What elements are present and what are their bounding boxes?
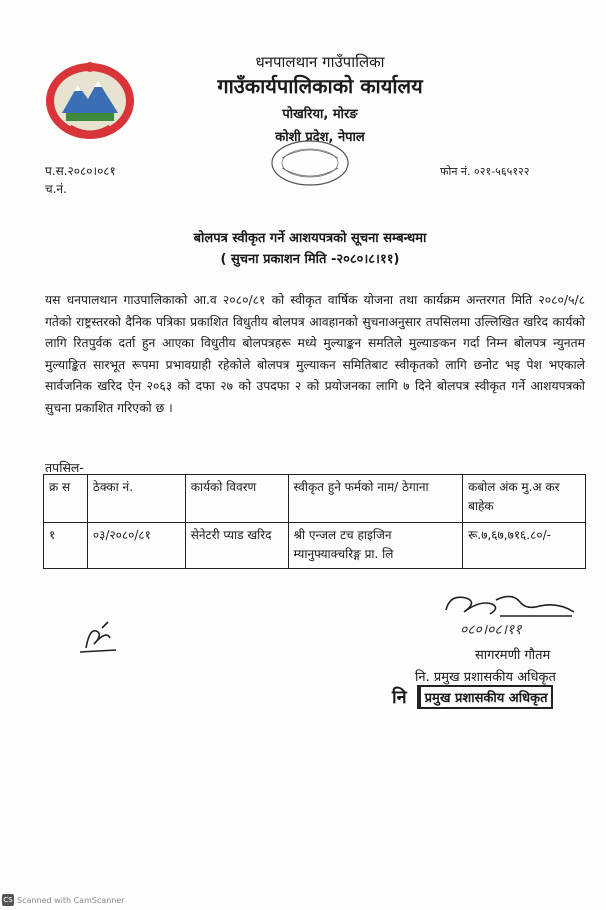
- cell-contract-no: ०३/२०८०/८१: [87, 523, 185, 569]
- col-header-firm-name: स्वीकृत हुने फर्मको नाम/ ठेगाना: [288, 475, 463, 523]
- stamp-prefix: नि: [392, 687, 407, 708]
- cell-sn: १: [44, 523, 88, 569]
- office-name: गाउँकार्यपालिकाको कार्यालय: [217, 74, 423, 98]
- signer-title: नि. प्रमुख प्रशासकीय अधिकृत: [415, 670, 556, 685]
- cell-work-description: सेनेटरी प्याड खरिद: [185, 523, 288, 569]
- district-address: पोखरिया, मोरङ: [282, 107, 358, 122]
- stamp-title: प्रमुख प्रशासकीय अधिकृत: [417, 685, 554, 709]
- subject-line: बोलपत्र स्वीकृत गर्ने आशयपत्रको सूचना सम्बन्धमा: [193, 231, 427, 246]
- col-header-work-description: कार्यको विवरण: [185, 475, 288, 523]
- cell-firm-name: श्री एन्जल टच हाइजिन म्यानुफ्याक्चरिङ्ग प्रा. लि: [288, 523, 463, 569]
- initial-signature: [72, 618, 122, 658]
- camscanner-icon: CS: [3, 896, 13, 904]
- scanner-text: Scanned with CamScanner: [17, 895, 125, 905]
- col-header-contract-no: ठेक्का नं.: [87, 475, 185, 523]
- notice-body: यस धनपालथान गाउपालिकाको आ.व २०८०/८१ को स्वीकृत वार्षिक योजना तथा कार्यक्रम अन्तरगत मिति २०८०/५/८ गतेको राष्ट्रस्तरको दैनिक पत्रिका प्रकाशित विधुतीय बोलपत्र आवहानको सुचनाअनुसार तपसिलमा उल्लिखित खरिद कार्यको लागि रितपुर्वक दर्ता हुन आएका विधुतीय बोलपत्रहरू मध्ये मुल्याङ्कन समतिले मुल्याङकन गर्दा निम्न बोलपत्र न्युनतम मुल्याङ्कित सारभूत रूपमा प्रभावग्राही रहेकोले बोलपत्र मुल्याकन समितिबाट स्वीकृतको लागि छनोट भइ पेश भएकाले सार्वजनिक खरिद ऐन २०६३ को दफा २७ को उपदफा २ को प्रयोजनका लागि ७ दिने बोलपत्र स्वीकृत गर्ने आशयपत्रको सुचना प्रकाशित गरिएको छ ।: [45, 293, 585, 415]
- nepal-emblem-logo: [40, 55, 140, 143]
- signature-date: ०८०।०८।११: [460, 622, 522, 638]
- phone-number: फोन नं. ०२१-५६५१२२: [440, 165, 530, 178]
- table-row: [44, 523, 586, 569]
- dispatch-number: च.नं.: [45, 182, 67, 196]
- scanner-footer: [2, 894, 125, 906]
- office-seal-stamp: [268, 138, 352, 188]
- publish-date-line: ( सुचना प्रकाशन मिति -२०८०।८।११): [220, 252, 400, 267]
- schedule-label: तपसिल-: [45, 460, 84, 475]
- col-header-bid-amount: कबोल अंक मु.अ कर बाहेक: [463, 475, 586, 523]
- municipality-name: धनपालथान गाउँपालिका: [255, 53, 385, 71]
- reference-number: प.स.२०८०।०८१: [45, 164, 116, 178]
- officer-signature: [440, 590, 580, 622]
- designation-stamp: [392, 684, 574, 710]
- col-header-sn: क्र स: [44, 475, 88, 523]
- signer-name: सागरमणी गौतम: [475, 648, 551, 663]
- table-header-row: [44, 475, 586, 523]
- province-address: कोशी प्रदेश, नेपाल: [275, 130, 365, 145]
- award-table: [43, 474, 586, 569]
- cell-bid-amount: रू.७,६७,७१६.८०/-: [463, 523, 586, 569]
